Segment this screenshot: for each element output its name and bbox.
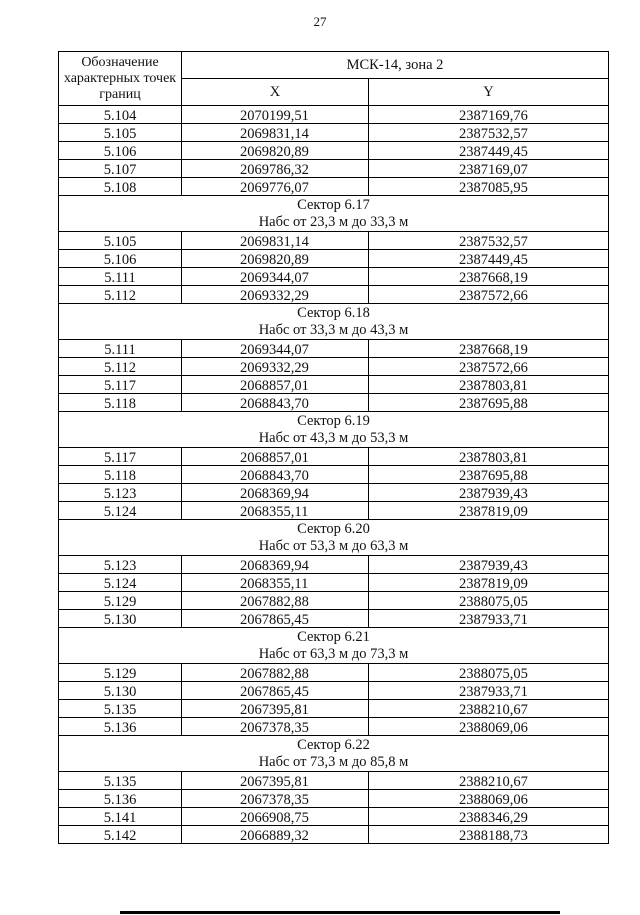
point-id-cell: 5.124: [59, 574, 182, 592]
y-coordinate-cell: 2387695,88: [369, 466, 609, 484]
table-row: [59, 772, 609, 790]
table-row: [59, 484, 609, 502]
point-id-cell: 5.123: [59, 556, 182, 574]
table-row: [59, 394, 609, 412]
point-id-cell: 5.129: [59, 664, 182, 682]
y-coordinate-cell: 2388069,06: [369, 790, 609, 808]
point-id-cell: 5.112: [59, 286, 182, 304]
y-coordinate-cell: 2387668,19: [369, 340, 609, 358]
table-row: [59, 268, 609, 286]
table-header: [59, 52, 609, 106]
y-coordinate-cell: 2387169,07: [369, 160, 609, 178]
sector-cell: [59, 412, 609, 448]
x-coordinate-cell: 2067865,45: [182, 610, 369, 628]
table-row: [59, 664, 609, 682]
sector-height-range: Набс от 63,3 м до 73,3 м: [258, 645, 409, 662]
table-row: [59, 358, 609, 376]
sector-cell: [59, 736, 609, 772]
sector-height-range: Набс от 73,3 м до 85,8 м: [258, 753, 409, 770]
y-coordinate-cell: 2387819,09: [369, 574, 609, 592]
table-row: [59, 466, 609, 484]
x-coordinate-cell: 2067395,81: [182, 700, 369, 718]
table-row: [59, 718, 609, 736]
page-number: 27: [313, 14, 327, 29]
sector-row: [59, 736, 609, 772]
x-coordinate-cell: 2069332,29: [182, 286, 369, 304]
table-row: [59, 790, 609, 808]
y-coordinate-cell: 2387532,57: [369, 124, 609, 142]
y-coordinate-cell: 2388210,67: [369, 700, 609, 718]
x-coordinate-cell: 2068857,01: [182, 448, 369, 466]
y-coordinate-cell: 2388075,05: [369, 592, 609, 610]
table-row: [59, 142, 609, 160]
y-coordinate-cell: 2388210,67: [369, 772, 609, 790]
point-id-cell: 5.104: [59, 106, 182, 124]
table-row: [59, 610, 609, 628]
point-id-cell: 5.107: [59, 160, 182, 178]
y-coordinate-cell: 2387933,71: [369, 610, 609, 628]
point-id-cell: 5.123: [59, 484, 182, 502]
sector-row: [59, 412, 609, 448]
x-coordinate-cell: 2068369,94: [182, 556, 369, 574]
table-row: [59, 808, 609, 826]
table-row: [59, 826, 609, 844]
x-coordinate-cell: 2069332,29: [182, 358, 369, 376]
page-bottom-edge: [120, 911, 560, 914]
coordinates-table: [58, 51, 609, 844]
table-row: [59, 340, 609, 358]
point-id-cell: 5.136: [59, 790, 182, 808]
sector-title: Сектор 6.20: [297, 520, 370, 537]
x-coordinate-cell: 2067378,35: [182, 718, 369, 736]
table-row: [59, 502, 609, 520]
point-id-cell: 5.141: [59, 808, 182, 826]
sector-height-range: Набс от 23,3 м до 33,3 м: [258, 213, 409, 230]
y-coordinate-cell: 2388346,29: [369, 808, 609, 826]
table-row: [59, 178, 609, 196]
y-coordinate-cell: 2387803,81: [369, 448, 609, 466]
y-coordinate-cell: 2387939,43: [369, 556, 609, 574]
y-coordinate-cell: 2387819,09: [369, 502, 609, 520]
point-id-cell: 5.135: [59, 772, 182, 790]
sector-cell: [59, 628, 609, 664]
point-id-cell: 5.129: [59, 592, 182, 610]
table-row: [59, 592, 609, 610]
table-row: [59, 106, 609, 124]
point-label-header: Обозначение характерных точек границ: [59, 52, 182, 106]
y-coordinate-cell: 2387572,66: [369, 358, 609, 376]
sector-cell: [59, 196, 609, 232]
table-body: [59, 106, 609, 844]
x-coordinate-cell: 2066908,75: [182, 808, 369, 826]
point-id-cell: 5.130: [59, 610, 182, 628]
y-column-header: Y: [369, 79, 609, 106]
y-coordinate-cell: 2387933,71: [369, 682, 609, 700]
x-coordinate-cell: 2069831,14: [182, 232, 369, 250]
x-coordinate-cell: 2069776,07: [182, 178, 369, 196]
table-row: [59, 574, 609, 592]
point-id-cell: 5.117: [59, 376, 182, 394]
point-id-cell: 5.106: [59, 142, 182, 160]
sector-row: [59, 628, 609, 664]
sector-height-range: Набс от 33,3 м до 43,3 м: [258, 321, 409, 338]
x-coordinate-cell: 2067882,88: [182, 664, 369, 682]
sector-height-range: Набс от 53,3 м до 63,3 м: [258, 537, 409, 554]
point-id-cell: 5.130: [59, 682, 182, 700]
sector-row: [59, 520, 609, 556]
x-coordinate-cell: 2068843,70: [182, 394, 369, 412]
sector-row: [59, 196, 609, 232]
sector-height-range: Набс от 43,3 м до 53,3 м: [258, 429, 409, 446]
sector-title: Сектор 6.21: [297, 628, 370, 645]
sector-title: Сектор 6.17: [297, 196, 370, 213]
x-coordinate-cell: 2066889,32: [182, 826, 369, 844]
x-coordinate-cell: 2067378,35: [182, 790, 369, 808]
table-row: [59, 376, 609, 394]
x-coordinate-cell: 2068369,94: [182, 484, 369, 502]
point-id-cell: 5.124: [59, 502, 182, 520]
x-coordinate-cell: 2067865,45: [182, 682, 369, 700]
table-row: [59, 556, 609, 574]
table-row: [59, 250, 609, 268]
x-coordinate-cell: 2069820,89: [182, 250, 369, 268]
point-id-cell: 5.105: [59, 232, 182, 250]
point-id-cell: 5.111: [59, 268, 182, 286]
sector-title: Сектор 6.19: [297, 412, 370, 429]
x-coordinate-cell: 2068857,01: [182, 376, 369, 394]
y-coordinate-cell: 2388188,73: [369, 826, 609, 844]
y-coordinate-cell: 2387939,43: [369, 484, 609, 502]
point-id-cell: 5.142: [59, 826, 182, 844]
point-id-cell: 5.108: [59, 178, 182, 196]
x-coordinate-cell: 2068355,11: [182, 502, 369, 520]
table-row: [59, 160, 609, 178]
sector-row: [59, 304, 609, 340]
x-coordinate-cell: 2069786,32: [182, 160, 369, 178]
x-coordinate-cell: 2068355,11: [182, 574, 369, 592]
x-coordinate-cell: 2069831,14: [182, 124, 369, 142]
x-coordinate-cell: 2068843,70: [182, 466, 369, 484]
table-row: [59, 700, 609, 718]
point-id-cell: 5.135: [59, 700, 182, 718]
point-id-cell: 5.111: [59, 340, 182, 358]
x-coordinate-cell: 2067395,81: [182, 772, 369, 790]
table-row: [59, 232, 609, 250]
x-coordinate-cell: 2067882,88: [182, 592, 369, 610]
sector-cell: [59, 304, 609, 340]
sector-title: Сектор 6.22: [297, 736, 370, 753]
point-id-cell: 5.117: [59, 448, 182, 466]
table-row: [59, 448, 609, 466]
table-row: [59, 124, 609, 142]
y-coordinate-cell: 2387668,19: [369, 268, 609, 286]
x-coordinate-cell: 2069344,07: [182, 340, 369, 358]
x-coordinate-cell: 2069344,07: [182, 268, 369, 286]
y-coordinate-cell: 2387532,57: [369, 232, 609, 250]
coordinate-system-header: МСК-14, зона 2: [182, 52, 609, 79]
table-row: [59, 682, 609, 700]
point-id-cell: 5.112: [59, 358, 182, 376]
y-coordinate-cell: 2387449,45: [369, 142, 609, 160]
point-id-cell: 5.118: [59, 394, 182, 412]
y-coordinate-cell: 2388069,06: [369, 718, 609, 736]
x-coordinate-cell: 2069820,89: [182, 142, 369, 160]
y-coordinate-cell: 2387803,81: [369, 376, 609, 394]
x-column-header: X: [182, 79, 369, 106]
y-coordinate-cell: 2387085,95: [369, 178, 609, 196]
sector-cell: [59, 520, 609, 556]
point-id-cell: 5.118: [59, 466, 182, 484]
x-coordinate-cell: 2070199,51: [182, 106, 369, 124]
y-coordinate-cell: 2388075,05: [369, 664, 609, 682]
table-row: [59, 286, 609, 304]
y-coordinate-cell: 2387695,88: [369, 394, 609, 412]
y-coordinate-cell: 2387169,76: [369, 106, 609, 124]
y-coordinate-cell: 2387449,45: [369, 250, 609, 268]
point-id-cell: 5.136: [59, 718, 182, 736]
y-coordinate-cell: 2387572,66: [369, 286, 609, 304]
point-id-cell: 5.106: [59, 250, 182, 268]
point-id-cell: 5.105: [59, 124, 182, 142]
sector-title: Сектор 6.18: [297, 304, 370, 321]
